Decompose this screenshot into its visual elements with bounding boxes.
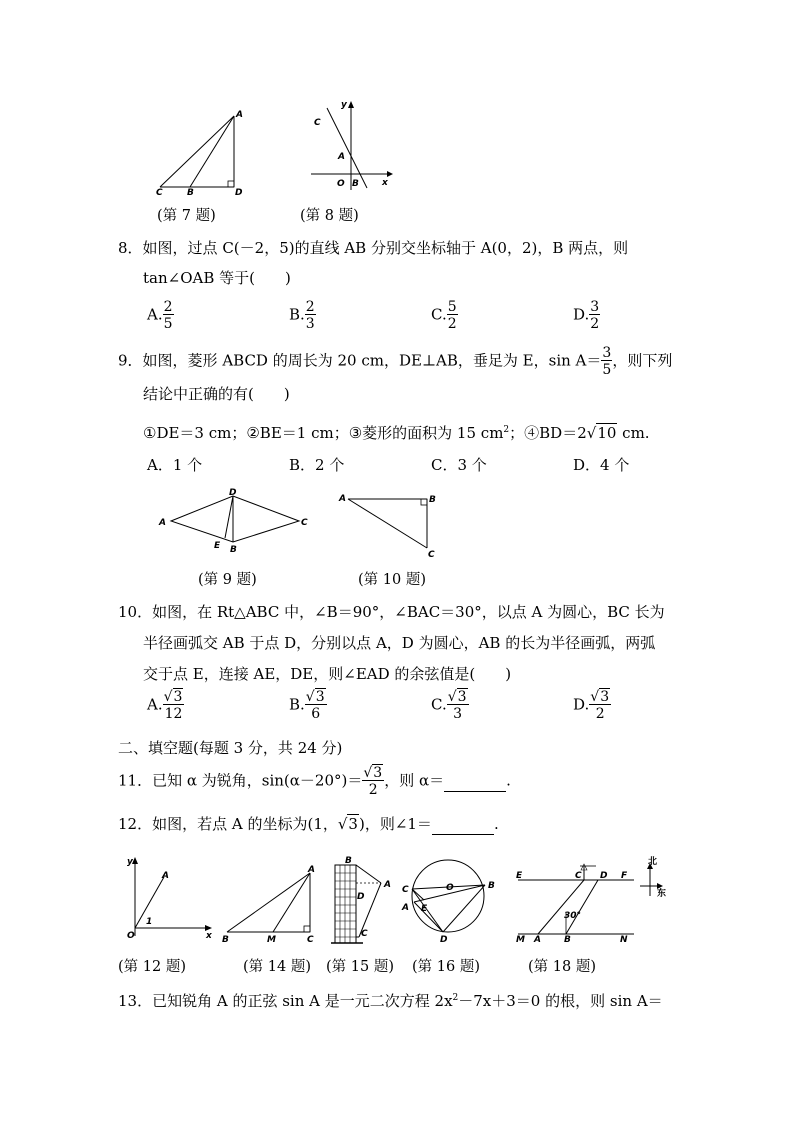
svg-text:O: O (337, 179, 345, 189)
svg-text:E: E (421, 904, 428, 914)
svg-text:A: A (339, 494, 346, 504)
svg-text:C: C (402, 885, 409, 895)
question-9-option-d: D．4 个 (573, 456, 630, 474)
question-9-option-b: B．2 个 (289, 456, 345, 474)
figure-18 (510, 852, 670, 944)
svg-text:1: 1 (146, 917, 153, 927)
svg-text:A: A (402, 903, 409, 913)
figure-16-caption: (第 16 题) (412, 959, 480, 975)
question-8-option-c: C. $\frac{5}{2}$ (431, 299, 457, 332)
question-8-option-a: A. $\frac{2}{5}$ (147, 299, 173, 332)
svg-text:A: A (308, 865, 315, 875)
question-8-option-b: B. $\frac{2}{3}$ (289, 299, 315, 332)
svg-text:A: A (534, 935, 541, 944)
question-9-line-3: ①DE＝3 cm；②BE＝1 cm；③菱形的面积为 15 $cm^2$；④BD＝2√10 cm. (143, 424, 650, 442)
figure-14 (218, 860, 328, 945)
figure-15 (323, 855, 403, 945)
figure-9 (155, 485, 315, 560)
question-10-line-1: 10．如图，在 Rt△ABC 中，∠B＝90°，∠BAC＝30°，以点 A 为圆心，BC 长为 (118, 603, 665, 621)
svg-text:C: C (428, 550, 435, 560)
question-10-option-a: A. $\frac{√3}{12}$ (147, 689, 183, 722)
svg-text:O: O (446, 883, 454, 893)
svg-text:A: A (159, 518, 166, 528)
figure-10-caption: (第 10 题) (358, 572, 426, 588)
question-10-line-3: 交于点 E，连接 AE，DE，则∠EAD 的余弦值是( ) (143, 665, 512, 683)
svg-text:x: x (206, 931, 212, 941)
svg-text:D: D (440, 935, 448, 944)
question-8-line-1: 8．如图，过点 C(－2，5)的直线 AB 分别交坐标轴于 A(0，2)，B 两点，则 (118, 239, 629, 257)
svg-text:A: A (338, 152, 345, 162)
answer-blank[interactable] (432, 814, 494, 835)
svg-text:30°: 30° (564, 911, 582, 921)
svg-text:B: B (222, 935, 229, 945)
question-9-line-1: 9．如图，菱形 ABCD 的周长为 20 cm，DE⊥AB，垂足为 E，sin A＝ $\frac{3}{5}$ ，则下列 (118, 345, 673, 378)
svg-text:N: N (620, 935, 628, 944)
question-13: 13．已知锐角 A 的正弦 sin A 是一元二次方程 $2x^2-7x+3=0$ 的根，则 sin A＝ (118, 992, 663, 1010)
figure-7 (150, 105, 250, 195)
svg-text:C: C (314, 118, 321, 128)
svg-text:x: x (382, 178, 388, 188)
svg-text:B: B (187, 188, 194, 195)
svg-text:D: D (235, 188, 243, 195)
figure-18-caption: (第 18 题) (528, 959, 596, 975)
question-8-option-d: D. $\frac{3}{2}$ (573, 299, 600, 332)
question-9-option-a: A．1 个 (147, 456, 203, 474)
figure-10 (335, 488, 445, 560)
figure-9-caption: (第 9 题) (198, 572, 257, 588)
svg-text:A: A (384, 880, 391, 890)
svg-text:D: D (357, 892, 365, 902)
question-8-line-2: tan∠OAB 等于( ) (143, 269, 291, 287)
svg-text:E: E (214, 541, 221, 551)
question-9-option-c: C．3 个 (431, 456, 487, 474)
figure-15-caption: (第 15 题) (326, 959, 394, 975)
figure-12 (118, 852, 218, 944)
svg-text:A: A (236, 110, 243, 120)
svg-text:B: B (564, 935, 571, 944)
svg-text:y: y (341, 100, 347, 110)
svg-text:B: B (345, 856, 352, 866)
svg-text:B: B (352, 179, 359, 189)
question-10-option-d: D. $\frac{√3}{2}$ (573, 689, 610, 722)
question-10-option-c: C. $\frac{√3}{3}$ (431, 689, 467, 722)
svg-text:C: C (575, 871, 582, 881)
question-12: 12．如图，若点 A 的坐标为(1，√3)，则∠1＝ . (118, 815, 499, 833)
answer-blank[interactable] (444, 771, 506, 792)
svg-text:C: C (301, 518, 308, 528)
svg-text:E: E (516, 871, 523, 881)
svg-text:B: B (230, 545, 237, 555)
question-10-line-2: 半径画弧交 AB 于点 D，分别以点 A，D 为圆心，AB 的长为半径画弧，两弧 (143, 634, 656, 652)
svg-text:F: F (621, 871, 628, 881)
svg-text:C: C (156, 188, 163, 195)
section-heading: 二、填空题(每题 3 分，共 24 分) (118, 739, 343, 757)
figure-8 (305, 98, 395, 193)
svg-text:A: A (162, 871, 169, 881)
svg-text:D: D (229, 488, 237, 498)
svg-text:M: M (267, 935, 276, 945)
figure-12-caption: (第 12 题) (118, 959, 186, 975)
svg-text:D: D (600, 871, 608, 881)
question-11: 11．已知 α 为锐角，sin(α－20°)＝ $\frac{√3}{2}$ ，则 α＝ . (118, 765, 511, 798)
figure-8-caption: (第 8 题) (300, 208, 359, 224)
svg-text:C: C (307, 935, 314, 945)
question-10-option-b: B. $\frac{√3}{6}$ (289, 689, 325, 722)
question-9-line-2: 结论中正确的有( ) (143, 385, 290, 403)
figure-16 (398, 852, 510, 944)
svg-text:y: y (127, 857, 133, 867)
svg-text:C: C (361, 929, 368, 939)
svg-text:B: B (429, 495, 436, 505)
svg-text:B: B (488, 881, 495, 891)
svg-text:O: O (127, 931, 135, 941)
figure-7-caption: (第 7 题) (157, 208, 216, 224)
svg-text:东: 东 (657, 889, 667, 899)
svg-text:M: M (516, 935, 525, 944)
figure-14-caption: (第 14 题) (243, 959, 311, 975)
svg-text:北: 北 (648, 857, 658, 867)
